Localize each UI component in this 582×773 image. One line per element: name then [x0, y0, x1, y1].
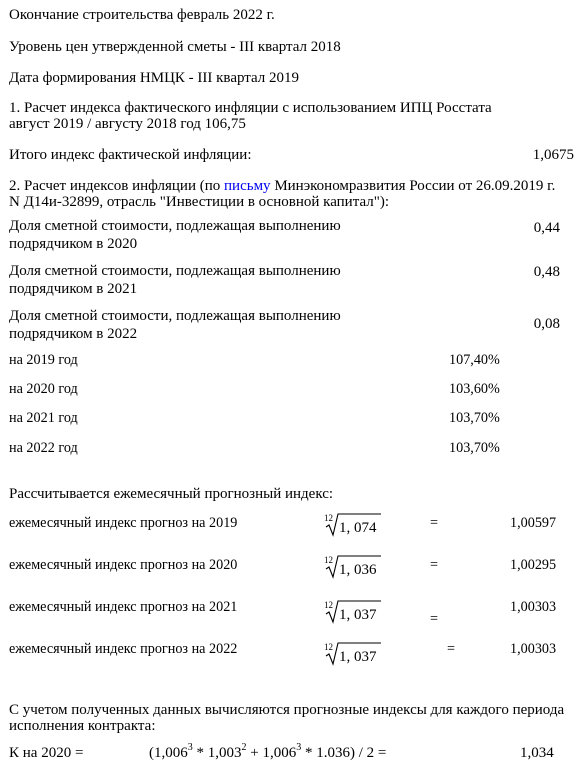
formula-part: (1,006 [149, 745, 188, 761]
formula-part: + 1,006 [246, 745, 297, 761]
root-radicand: 1, 037 [339, 649, 377, 665]
periods-subtitle: исполнения контракта: [9, 718, 156, 734]
monthly-2021-eq: = [430, 611, 439, 627]
share-2022-label [9, 307, 341, 343]
share-2020-label [9, 217, 341, 253]
year-2021-label: на 2021 год [9, 410, 78, 426]
year-2021-value: 103,70% [449, 410, 500, 426]
root-radicand: 1, 074 [339, 520, 377, 536]
root-index: 12 [324, 555, 333, 565]
formula-exponent: 3 [296, 742, 302, 753]
share-2022-value: 0,08 [533, 316, 560, 332]
root-radicand: 1, 036 [339, 562, 377, 578]
letter-link[interactable]: письму [224, 178, 271, 194]
section1-subtitle: август 2019 / августу 2018 год 106,75 [9, 116, 246, 132]
monthly-2019-label: ежемесячный индекс прогноз на 2019 [9, 515, 238, 531]
root-index: 12 [324, 600, 333, 610]
section1-title: 1. Расчет индекса фактического инфляции с использованием ИПЦ Росстата [9, 100, 492, 116]
year-2022-value: 103,70% [449, 440, 500, 456]
year-2020-value: 103,60% [449, 381, 500, 397]
monthly-2019-value: 1,00597 [510, 515, 557, 531]
k-2020-value: 1,034 [520, 745, 554, 761]
k-2020-formula [149, 744, 386, 762]
root-2022-formula [324, 640, 382, 668]
monthly-2022-label: ежемесячный индекс прогноз на 2022 [9, 641, 238, 657]
year-2022-label: на 2022 год [9, 440, 78, 456]
section2-title-post: Минэкономразвития России от 26.09.2019 г. [270, 178, 556, 194]
share-2021-value: 0,48 [533, 264, 560, 280]
formula-exponent: 3 [187, 742, 193, 753]
price-level-line: Уровень цен утвержденной сметы - III квартал 2018 [9, 39, 341, 55]
share-label-line2: подрядчиком в 2021 [9, 281, 138, 297]
share-label-line2: подрядчиком в 2020 [9, 236, 138, 252]
periods-title: С учетом полученных данных вычисляются прогнозные индексы для каждого периода [9, 702, 565, 718]
monthly-title: Рассчитывается ежемесячный прогнозный индекс: [9, 486, 334, 502]
share-2021-label [9, 262, 341, 298]
monthly-2022-value: 1,00303 [510, 641, 557, 657]
monthly-2020-eq: = [430, 557, 439, 573]
monthly-2019-eq: = [430, 515, 439, 531]
k-2020-label: К на 2020 = [9, 745, 84, 761]
root-radicand: 1, 037 [339, 607, 377, 623]
year-2019-label: на 2019 год [9, 352, 78, 368]
monthly-2022-eq: = [447, 641, 456, 657]
monthly-2020-label: ежемесячный индекс прогноз на 2020 [9, 557, 238, 573]
formula-exponent: 2 [241, 742, 247, 753]
formula-part: * 1.036) / 2 = [301, 745, 387, 761]
root-2020-formula [324, 553, 382, 581]
share-label-line1: Доля сметной стоимости, подлежащая выполнению [9, 308, 341, 324]
monthly-2021-value: 1,00303 [510, 599, 557, 615]
root-index: 12 [324, 513, 333, 523]
section2-title-pre: 2. Расчет индексов инфляции (по [9, 178, 225, 194]
monthly-2021-label: ежемесячный индекс прогноз на 2021 [9, 599, 238, 615]
year-2020-label: на 2020 год [9, 381, 78, 397]
root-2021-formula [324, 598, 382, 626]
formula-part: * 1,003 [192, 745, 242, 761]
root-2019-formula [324, 511, 382, 539]
monthly-2020-value: 1,00295 [510, 557, 557, 573]
year-2019-value: 107,40% [449, 352, 500, 368]
share-label-line2: подрядчиком в 2022 [9, 326, 138, 342]
construction-end-line: Окончание строительства февраль 2022 г. [9, 7, 275, 23]
nmck-date-line: Дата формирования НМЦК - III квартал 2019 [9, 70, 300, 86]
section2-subtitle: N Д14и-32899, отрасль "Инвестиции в основной капитал"): [9, 194, 390, 210]
share-label-line1: Доля сметной стоимости, подлежащая выполнению [9, 218, 341, 234]
actual-inflation-label: Итого индекс фактической инфляции: [9, 147, 252, 163]
actual-inflation-value: 1,0675 [532, 147, 574, 163]
share-label-line1: Доля сметной стоимости, подлежащая выполнению [9, 263, 341, 279]
root-index: 12 [324, 642, 333, 652]
share-2020-value: 0,44 [533, 220, 560, 236]
